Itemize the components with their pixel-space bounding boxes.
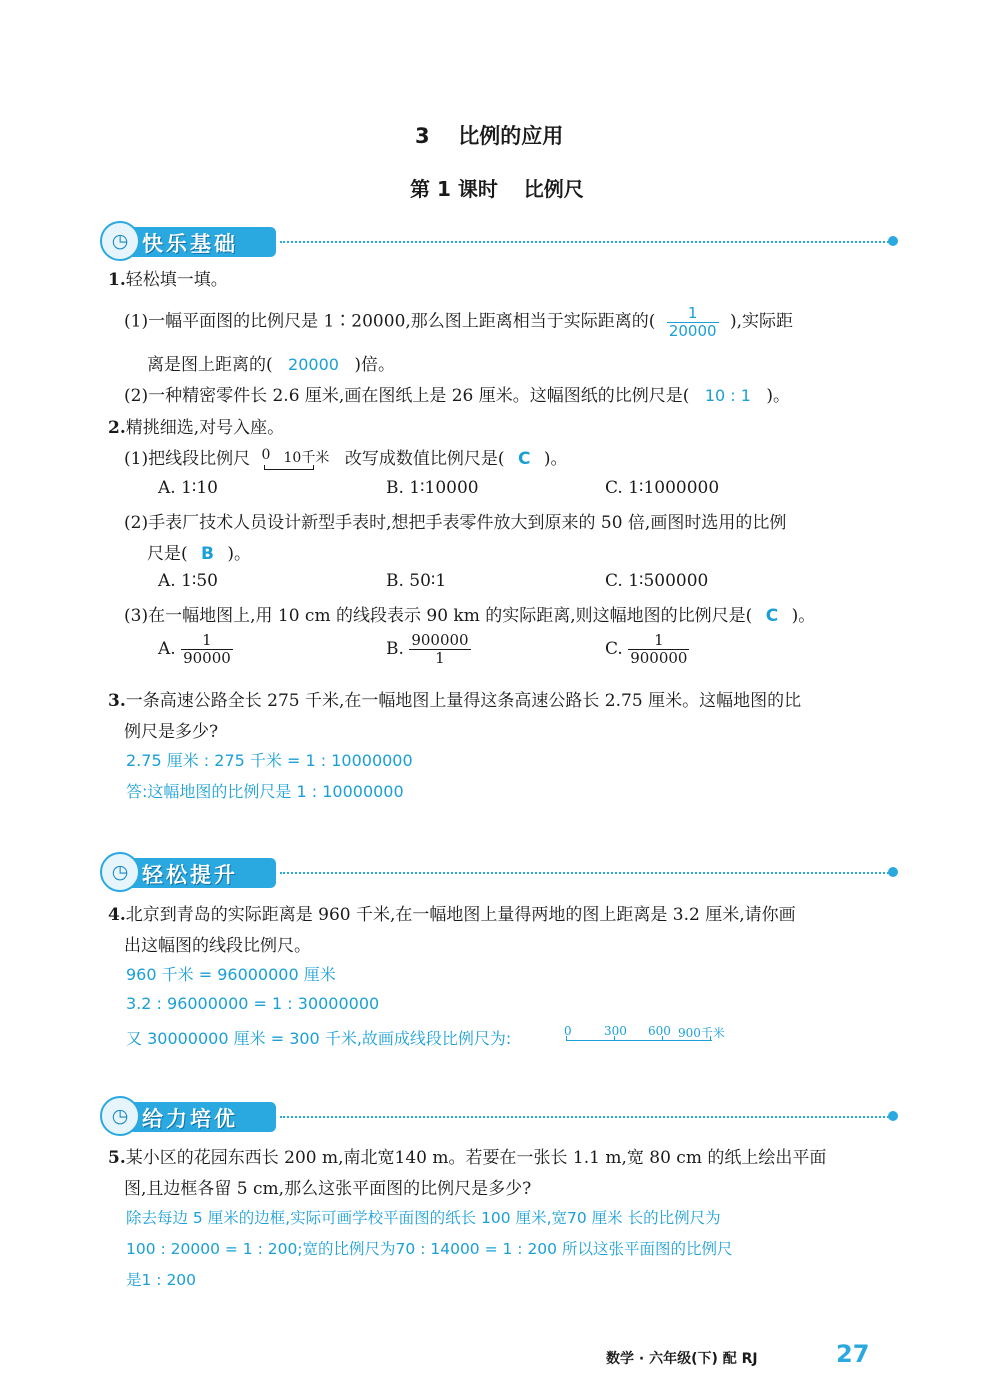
- q2-p3-answer: C: [765, 606, 779, 626]
- q2-p3-option-a: [158, 632, 233, 666]
- q4-answer-text: 又 30000000 厘米 = 300 千米,故画成线段比例尺为:: [126, 1029, 512, 1048]
- q2-p2-text-c: )。: [227, 544, 252, 564]
- q5-answer-line3: 是1 : 200: [126, 1271, 197, 1289]
- fraction-numerator: 1: [667, 305, 719, 323]
- q2-p3-option-b: [386, 632, 471, 666]
- q4-stem-line1: [108, 900, 796, 925]
- q2-p1-text-c: )。: [543, 449, 568, 469]
- q5-answer-line2: 100 : 20000 = 1 : 200;宽的比例尺为70 : 14000 = 1 : 200 所以这张平面图的比例尺: [126, 1240, 733, 1258]
- section-label: 快乐基础: [142, 232, 238, 256]
- scale-line: [566, 1040, 712, 1041]
- clock-icon: ◷: [100, 852, 140, 892]
- fraction-numerator: 1: [181, 632, 233, 650]
- q1-p2-text-b: )。: [766, 386, 790, 406]
- q2-p2-option-c: C. 1∶500000: [605, 571, 709, 591]
- fraction-numerator: 1: [628, 632, 689, 650]
- q2-part3: [124, 601, 815, 626]
- clock-icon: ◷: [100, 221, 140, 261]
- q2-part2-line1: (2)手表厂技术人员设计新型手表时,想把手表零件放大到原来的 50 倍,画图时选用的比例: [124, 513, 787, 533]
- scale-line: [264, 465, 314, 470]
- page-number: 27: [836, 1340, 870, 1368]
- q1-p2-answer: 10 : 1: [704, 386, 751, 405]
- chapter-title: [415, 120, 563, 150]
- q4-answer-line1: 960 千米 = 96000000 厘米: [126, 965, 336, 984]
- q5-number: 5.: [108, 1148, 126, 1168]
- q2-p2-answer: B: [201, 544, 215, 564]
- q5-answer-line1: 除去每边 5 厘米的边框,实际可画学校平面图的纸长 100 厘米,宽70 厘米 长的比例尺为: [126, 1209, 721, 1227]
- option-fraction: [181, 632, 233, 666]
- scale-label-900: 900千米: [678, 1026, 725, 1040]
- scale-label-0: 0: [261, 446, 271, 463]
- q2-p2-option-b: B. 50∶1: [386, 571, 447, 591]
- q1-p1-answer-2: 20000: [288, 355, 339, 374]
- q5-stem-line1: [108, 1143, 826, 1168]
- option-fraction: [409, 632, 470, 666]
- q1-p2-text-a: (2)一种精密零件长 2.6 厘米,画在图纸上是 26 厘米。这幅图纸的比例尺是(: [124, 386, 690, 406]
- section-header-basic: [100, 219, 905, 263]
- q2-p3-text-b: )。: [791, 606, 816, 626]
- q4-answer-line2: 3.2 : 96000000 = 1 : 30000000: [126, 994, 380, 1013]
- q2-p2-text-b: 尺是(: [147, 544, 188, 564]
- dotted-divider: [280, 241, 892, 243]
- dotted-divider: [280, 1116, 892, 1118]
- q1-stem: [108, 265, 228, 290]
- q3-number: 3.: [108, 691, 126, 711]
- q2-text: 精挑细选,对号入座。: [125, 418, 285, 438]
- q2-p1-text-b: 改写成数值比例尺是(: [344, 449, 505, 469]
- lesson-number: 第 1 课时: [410, 177, 498, 201]
- scale-tick: [566, 1036, 567, 1041]
- footer-subject: 数学 · 六年级(下) 配 RJ: [606, 1351, 758, 1367]
- q2-p3-text-a: (3)在一幅地图上,用 10 cm 的线段表示 90 km 的实际距离,则这幅地图的比例尺是(: [124, 606, 753, 626]
- q2-p2-option-a: A. 1∶50: [158, 571, 218, 591]
- q3-text-a: 一条高速公路全长 275 千米,在一幅地图上量得这条高速公路长 2.75 厘米。这幅地图的比: [125, 691, 802, 711]
- q4-line-scale: [560, 1024, 730, 1050]
- scale-label-600: 600: [648, 1024, 671, 1038]
- q1-p1-text-b: ),实际距: [729, 311, 793, 332]
- q2-part2-line2: [147, 539, 251, 564]
- q4-text-a: 北京到青岛的实际距离是 960 千米,在一幅地图上量得两地的图上距离是 3.2 厘米,请你画: [125, 905, 796, 925]
- lesson-topic: 比例尺: [523, 177, 584, 201]
- q2-p1-option-a: A. 1∶10: [158, 478, 218, 498]
- q3-stem-line2: 例尺是多少?: [124, 722, 219, 742]
- clock-icon: ◷: [100, 1096, 140, 1136]
- scale-label-0: 0: [564, 1024, 572, 1038]
- q5-text-a: 某小区的花园东西长 200 m,南北宽140 m。若要在一张长 1.1 m,宽 80 cm 的纸上绘出平面: [125, 1148, 827, 1168]
- q3-answer-line2: 答:这幅地图的比例尺是 1 : 10000000: [126, 782, 404, 801]
- chapter-number: 3: [415, 124, 430, 148]
- q1-part1-line2: [147, 350, 395, 375]
- dotted-divider: [280, 872, 892, 874]
- q1-part2: [124, 381, 790, 406]
- scale-tick: [614, 1036, 615, 1041]
- chapter-name: 比例的应用: [458, 124, 564, 148]
- option-fraction: [628, 632, 689, 666]
- scale-label-300: 300: [604, 1024, 627, 1038]
- scale-tick: [710, 1036, 711, 1041]
- fraction-denominator: 90000: [183, 648, 231, 667]
- divider-end-dot: [888, 867, 898, 877]
- q2-number: 2.: [108, 418, 126, 438]
- scale-tick: [662, 1036, 663, 1041]
- scale-label-10: 10千米: [283, 449, 330, 466]
- fraction-numerator: 900000: [411, 631, 469, 649]
- fraction-denominator: 20000: [668, 321, 717, 340]
- section-label: 轻松提升: [142, 863, 238, 887]
- q2-p1-answer: C: [517, 449, 531, 469]
- q2-part1: [124, 444, 567, 470]
- q4-stem-line2: 出这幅图的线段比例尺。: [124, 936, 311, 956]
- fraction-denominator: 1: [435, 648, 445, 667]
- section-header-improve: [100, 850, 905, 894]
- section-label: 给力培优: [142, 1107, 238, 1131]
- q2-p1-option-b: B. 1∶10000: [386, 478, 479, 498]
- q2-p3-option-c: [605, 632, 689, 666]
- lesson-title: [410, 173, 584, 202]
- line-scale-small: [260, 446, 336, 470]
- q4-answer-line3: [126, 1026, 511, 1049]
- q1-number: 1.: [108, 270, 126, 290]
- option-letter: A.: [158, 639, 176, 659]
- q3-answer-line1: 2.75 厘米 : 275 千米 = 1 : 10000000: [126, 751, 413, 770]
- q1-text: 轻松填一填。: [125, 270, 228, 290]
- q2-p1-option-c: C. 1∶1000000: [605, 478, 720, 498]
- section-header-advanced: [100, 1094, 905, 1138]
- option-letter: B.: [386, 639, 404, 659]
- q3-stem-line1: [108, 686, 801, 711]
- q1-p1-text-d: )倍。: [354, 355, 395, 375]
- divider-end-dot: [888, 236, 898, 246]
- q1-p1-answer-fraction: [667, 305, 719, 339]
- q1-part1-line1: [124, 305, 793, 339]
- q4-number: 4.: [108, 905, 126, 925]
- q5-stem-line2: 图,且边框各留 5 cm,那么这张平面图的比例尺是多少?: [124, 1179, 532, 1199]
- q2-stem: [108, 413, 284, 438]
- divider-end-dot: [888, 1111, 898, 1121]
- q1-p1-text-a: (1)一幅平面图的比例尺是 1∶20000,那么图上距离相当于实际距离的(: [124, 311, 656, 332]
- fraction-denominator: 900000: [630, 648, 688, 667]
- option-letter: C.: [605, 639, 623, 659]
- q1-p1-text-c: 离是图上距离的(: [147, 355, 273, 375]
- q2-p1-text-a: (1)把线段比例尺: [124, 449, 251, 469]
